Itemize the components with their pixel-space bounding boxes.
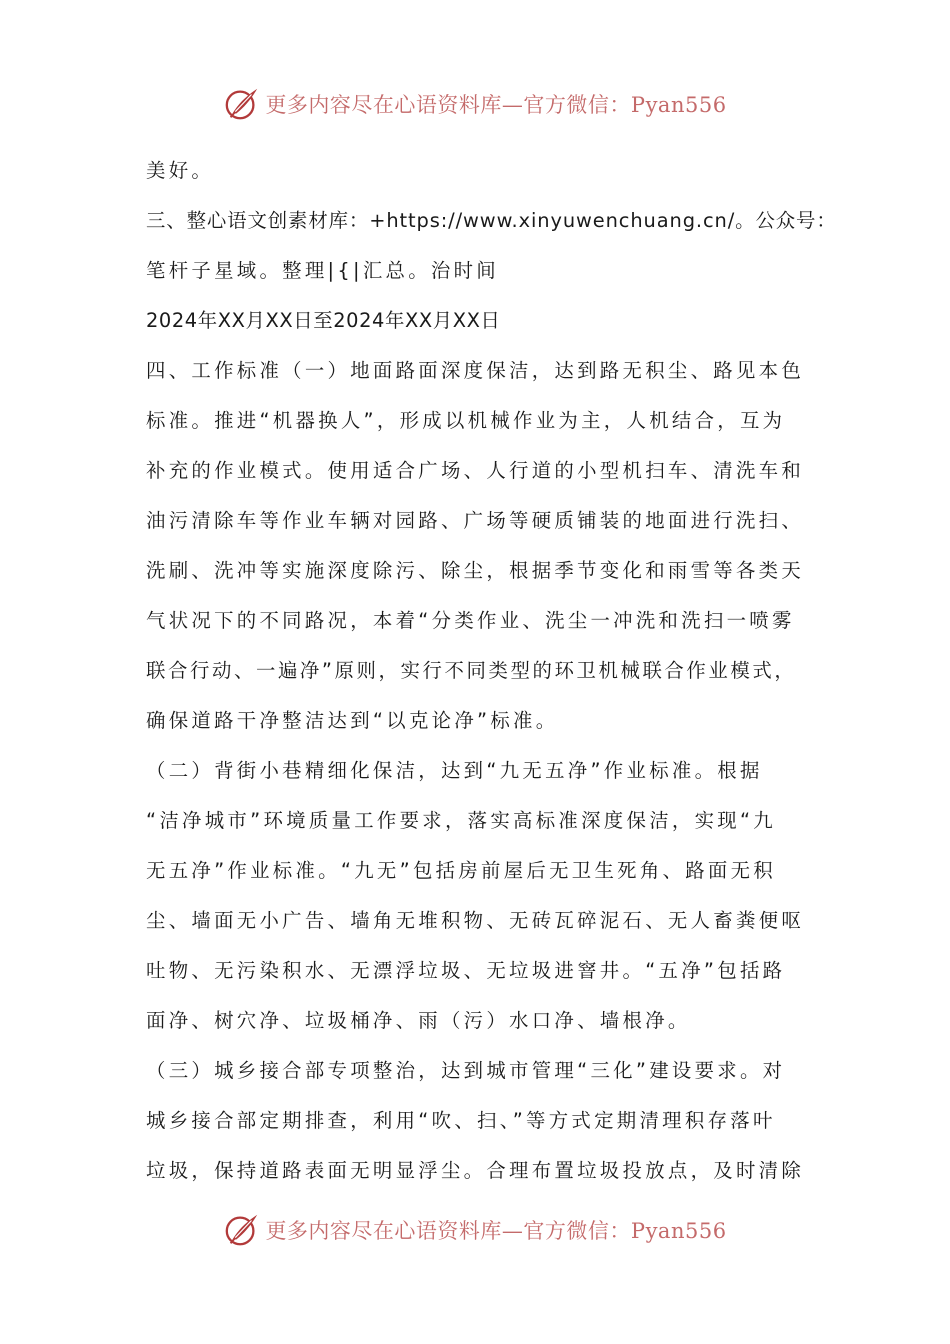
body-line: 补充的作业模式。使用适合广场、人行道的小型机扫车、清洗车和 [146, 459, 805, 482]
header-watermark-text: 更多内容尽在心语资料库—官方微信：Pyan556 [265, 93, 727, 117]
body-line: 无五净”作业标准。“九无”包括房前屋后无卫生死角、路面无积 [146, 859, 776, 882]
body-line: 四、工作标准（一）地面路面深度保洁，达到路无积尘、路见本色 [146, 359, 805, 382]
body-line: 美好。 [146, 159, 215, 182]
body-line: 标准。推进“机器换人”，形成以机械作业为主，人机结合，互为 [146, 409, 786, 432]
body-line: “洁净城市”环境质量工作要求，落实高标准深度保洁，实现“九 [146, 809, 776, 832]
pen-feather-logo-icon [223, 1211, 261, 1249]
body-line: （二）背街小巷精细化保洁，达到“九无五净”作业标准。根据 [146, 759, 763, 782]
body-line: 面净、树穴净、垃圾桶净、雨（污）水口净、墙根净。 [146, 1009, 691, 1032]
body-line: 吐物、无污染积水、无漂浮垃圾、无垃圾进窨井。“五净”包括路 [146, 959, 786, 982]
body-line: 确保道路干净整洁达到“以克论净”标准。 [146, 709, 559, 732]
body-line: 2024年XX月XX日至2024年XX月XX日 [146, 309, 501, 332]
pen-feather-logo-icon [223, 85, 261, 123]
body-line: 垃圾，保持道路表面无明显浮尘。合理布置垃圾投放点，及时清除 [146, 1159, 805, 1182]
header-watermark-banner [0, 82, 950, 126]
body-line: （三）城乡接合部专项整治，达到城市管理“三化”建设要求。对 [146, 1059, 786, 1082]
body-line: 气状况下的不同路况，本着“分类作业、洗尘一冲洗和洗扫一喷雾 [146, 609, 795, 632]
body-line: 三、整心语文创素材库：+https://www.xinyuwenchuang.cn/。公众号： [146, 209, 837, 232]
body-line: 尘、墙面无小广告、墙角无堆积物、无砖瓦碎泥石、无人畜粪便呕 [146, 909, 805, 932]
footer-watermark-text: 更多内容尽在心语资料库—官方微信：Pyan556 [265, 1219, 727, 1243]
body-line: 笔杆子星域。整理|{|汇总。治时间 [146, 259, 499, 282]
body-line: 洗刷、洗冲等实施深度除污、除尘，根据季节变化和雨雪等各类天 [146, 559, 805, 582]
body-line: 城乡接合部定期排查，利用“吹、扫、”等方式定期清理积存落叶 [146, 1109, 776, 1132]
document-body [146, 148, 837, 1198]
body-line: 联合行动、一遍净”原则，实行不同类型的环卫机械联合作业模式， [146, 659, 797, 682]
footer-watermark-banner [0, 1208, 950, 1252]
body-line: 油污清除车等作业车辆对园路、广场等硬质铺装的地面进行洗扫、 [146, 509, 805, 532]
